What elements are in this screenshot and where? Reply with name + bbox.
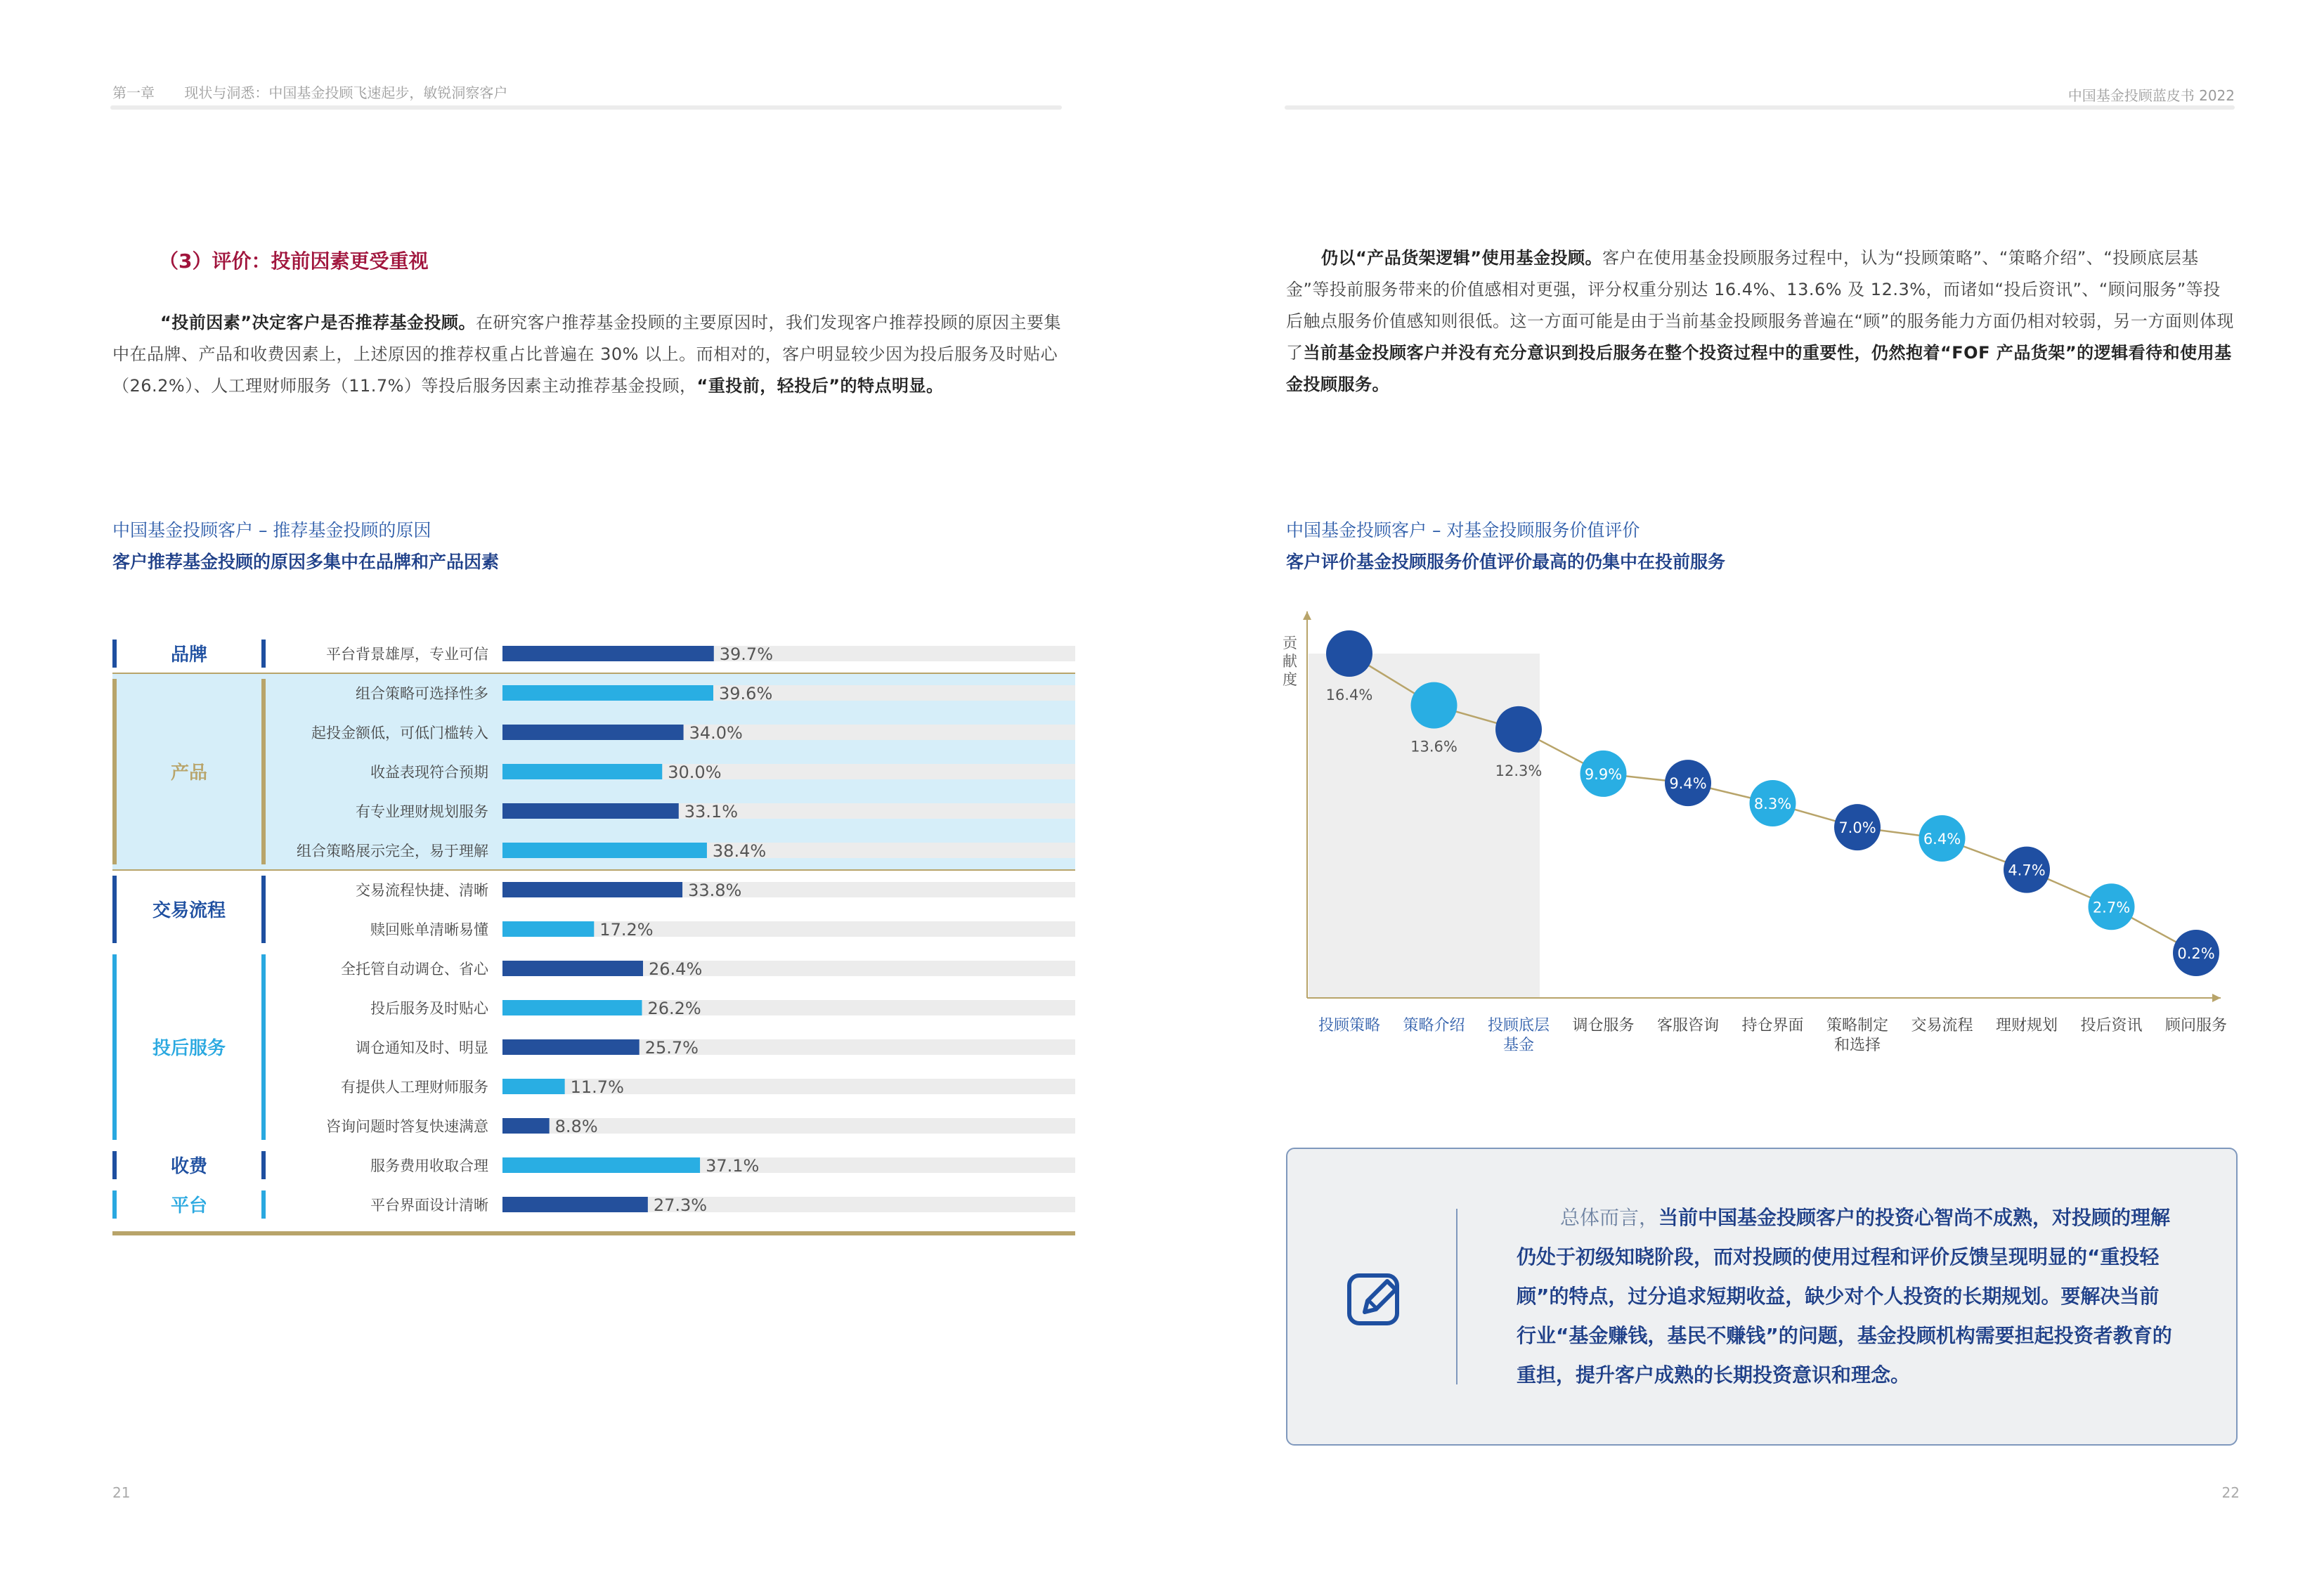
left-paragraph [112, 307, 1063, 402]
bar [502, 1197, 648, 1212]
left-paragraph-lead: “投前因素”决定客户是否推荐基金投顾。 [160, 313, 476, 332]
group-bar-left [112, 640, 117, 668]
group-bar-left [112, 876, 117, 943]
group-bar-right [261, 640, 266, 668]
bar-label: 交易流程快捷、清晰 [356, 882, 488, 899]
bar [502, 685, 713, 701]
bar-value-label: 27.3% [653, 1195, 708, 1215]
chart-bottom-rule [112, 1231, 1075, 1235]
category-label: 投顾底层 [1487, 1017, 1550, 1034]
bar [502, 921, 594, 937]
bar [502, 843, 707, 858]
data-label: 8.3% [1753, 796, 1792, 812]
group-label: 产品 [170, 762, 208, 784]
group-bar-left [112, 679, 117, 864]
left-paragraph-body: 在研究客户推荐基金投顾的主要原因时，我们发现客户推荐投顾的原因主要集中在品牌、产品和收费因素上，上述原因的推荐权重占比普遍在 30% 以上。而相对的，客户明显较少因为投后服务及时贴心（26.2%）、人工理财师服务（11.7%）等投后服务因素主动推荐基金投顾， [112, 313, 1062, 396]
edit-note-icon [1344, 1268, 1407, 1332]
bar [502, 1079, 565, 1094]
right-chart-subtitle: 客户评价基金投顾服务价值评价最高的仍集中在投前服务 [1286, 552, 1726, 572]
right-paragraph-body: 客户在使用基金投顾服务过程中，认为“投顾策略”、“策略介绍”、“投顾底层基金”等投前服务带来的价值感相对更强，评分权重分别达 16.4%、13.6% 及 12.3%，而诸如“投后资讯”、“顾问服务”等投后触点服务价值感知则很低。这一方面可能是由于当前基金投顾服务普遍在“顾”的服务能力方面仍相对较弱，另一方面则体现了 [1286, 248, 2234, 363]
group-bar-right [261, 954, 266, 1140]
bar-label: 有提供人工理财师服务 [341, 1079, 488, 1096]
left-header-rule [110, 105, 1062, 110]
data-label: 16.4% [1325, 687, 1373, 703]
right-chart-kicker: 中国基金投顾客户 – 对基金投顾服务价值评价 [1286, 520, 1640, 540]
summary-body: 当前中国基金投顾客户的投资心智尚不成熟，对投顾的理解仍处于初级知晓阶段，而对投顾的使用过程和评价反馈呈现明显的“重投轻顾”的特点，过分追求短期收益，缺少对个人投资的长期规划。要解决当前行业“基金赚钱，基民不赚钱”的问题，基金投顾机构需要担起投资者教育的重担，提升客户成熟的长期投资意识和理念。 [1517, 1206, 2172, 1387]
category-label: 顾问服务 [2164, 1017, 2228, 1034]
bar-value-label: 37.1% [706, 1156, 760, 1176]
bar-label: 起投金额低，可低门槛转入 [311, 725, 488, 741]
page-number-right: 22 [2221, 1484, 2240, 1501]
page-number-left: 21 [112, 1484, 131, 1501]
bar [502, 1039, 640, 1055]
bar-value-label: 17.2% [599, 920, 654, 940]
bar-label: 全托管自动调仓、省心 [341, 961, 488, 978]
category-label: 策略制定 [1826, 1017, 1889, 1034]
group-label: 交易流程 [152, 900, 226, 921]
category-label: 和选择 [1833, 1037, 1881, 1054]
category-label: 投顾策略 [1318, 1017, 1381, 1034]
group-bar-left [112, 1151, 117, 1179]
data-point [1326, 630, 1372, 677]
bar-label: 投后服务及时贴心 [370, 1000, 488, 1017]
data-label: 13.6% [1410, 738, 1458, 755]
bar-label: 调仓通知及时、明显 [356, 1039, 488, 1056]
group-label: 平台 [170, 1195, 208, 1216]
right-paragraph-lead: 仍以“产品货架逻辑”使用基金投顾。 [1321, 248, 1603, 268]
y-axis-label-char: 贡 [1283, 635, 1297, 651]
bar-value-label: 39.7% [719, 644, 774, 664]
group-label: 投后服务 [152, 1038, 226, 1059]
right-paragraph [1286, 242, 2236, 401]
y-axis-label-char: 献 [1283, 653, 1297, 670]
bar-label: 收益表现符合预期 [370, 764, 488, 781]
bar-label: 平台界面设计清晰 [370, 1197, 488, 1214]
bar-value-label: 11.7% [570, 1077, 624, 1097]
category-label: 理财规划 [1995, 1017, 2058, 1034]
group-bar-left [112, 954, 117, 1140]
bar [502, 1157, 700, 1173]
bar-value-label: 8.8% [554, 1117, 598, 1136]
service-value-line-chart [1279, 597, 2242, 1061]
bar-value-label: 33.8% [688, 881, 742, 900]
data-label: 0.2% [2177, 945, 2215, 962]
data-label: 6.4% [1923, 830, 1961, 848]
category-label: 交易流程 [1911, 1017, 1973, 1034]
bar-label: 组合策略可选择性多 [356, 685, 488, 702]
data-label: 9.4% [1669, 775, 1707, 793]
data-point [1411, 682, 1458, 729]
bar [502, 882, 682, 897]
category-label: 投后资讯 [2080, 1017, 2143, 1034]
category-label: 持仓界面 [1741, 1017, 1804, 1034]
bar-label: 有专业理财规划服务 [356, 803, 488, 820]
recommend-reasons-bar-chart [105, 625, 1075, 1237]
group-bar-left [112, 1190, 117, 1219]
group-bar-right [261, 1151, 266, 1179]
y-axis-arrow [1303, 611, 1311, 620]
bar-label: 赎回账单清晰易懂 [370, 921, 488, 938]
x-axis-arrow [2212, 994, 2221, 1002]
bar [502, 764, 662, 779]
left-chart-kicker: 中国基金投顾客户 – 推荐基金投顾的原因 [112, 520, 431, 540]
bar [502, 1000, 642, 1015]
category-label: 调仓服务 [1572, 1017, 1635, 1034]
section-title: （3）评价：投前因素更受重视 [159, 249, 429, 273]
summary-lead: 总体而言， [1560, 1206, 1659, 1229]
group-bar-right [261, 679, 266, 864]
group-bar-right [261, 876, 266, 943]
bar-value-label: 34.0% [689, 723, 743, 743]
summary-divider [1456, 1209, 1458, 1384]
bar [502, 1118, 550, 1134]
bar-value-label: 39.6% [719, 684, 773, 703]
chapter-number: 第一章 [112, 84, 155, 101]
bar [502, 725, 684, 740]
bar [502, 961, 643, 976]
bar [502, 646, 714, 661]
right-header-rule [1285, 105, 2235, 110]
data-label: 7.0% [1838, 819, 1876, 837]
right-paragraph-tail: 当前基金投顾客户并没有充分意识到投后服务在整个投资过程中的重要性，仍然抱着“FOF 产品货架”的逻辑看待和使用基金投顾服务。 [1286, 343, 2232, 394]
summary-text [1517, 1198, 2177, 1395]
bar-label: 组合策略展示完全，易于理解 [297, 843, 488, 859]
bar-label: 服务费用收取合理 [370, 1157, 488, 1174]
chapter-title: 现状与洞悉：中国基金投顾飞速起步，敏锐洞察客户 [184, 84, 508, 101]
group-bar-right [261, 1190, 266, 1219]
group-label: 收费 [170, 1156, 208, 1177]
book-title: 中国基金投顾蓝皮书 2022 [2067, 87, 2235, 104]
data-label: 2.7% [2092, 899, 2131, 916]
data-point [1495, 706, 1542, 753]
left-chart-subtitle: 客户推荐基金投顾的原因多集中在品牌和产品因素 [112, 552, 500, 572]
bar-label: 平台背景雄厚，专业可信 [326, 646, 488, 663]
bar-value-label: 26.4% [649, 959, 703, 979]
category-label: 基金 [1502, 1037, 1535, 1054]
bar-value-label: 33.1% [684, 802, 739, 822]
bar-value-label: 26.2% [647, 999, 701, 1018]
summary-callout [1286, 1148, 2238, 1446]
chapter-label [112, 82, 507, 102]
bar-value-label: 30.0% [668, 762, 722, 782]
group-label: 品牌 [170, 644, 208, 666]
bar-label: 咨询问题时答复快速满意 [326, 1118, 488, 1135]
data-label: 12.3% [1495, 762, 1543, 779]
category-label: 客服咨询 [1656, 1017, 1720, 1034]
y-axis-label-char: 度 [1283, 671, 1297, 688]
data-label: 9.9% [1584, 765, 1623, 783]
left-paragraph-tail: “重投前，轻投后”的特点明显。 [696, 376, 944, 396]
bar-value-label: 38.4% [712, 841, 767, 861]
data-label: 4.7% [2008, 862, 2046, 879]
bar [502, 803, 679, 819]
bar-value-label: 25.7% [644, 1038, 699, 1058]
category-label: 策略介绍 [1403, 1017, 1465, 1034]
